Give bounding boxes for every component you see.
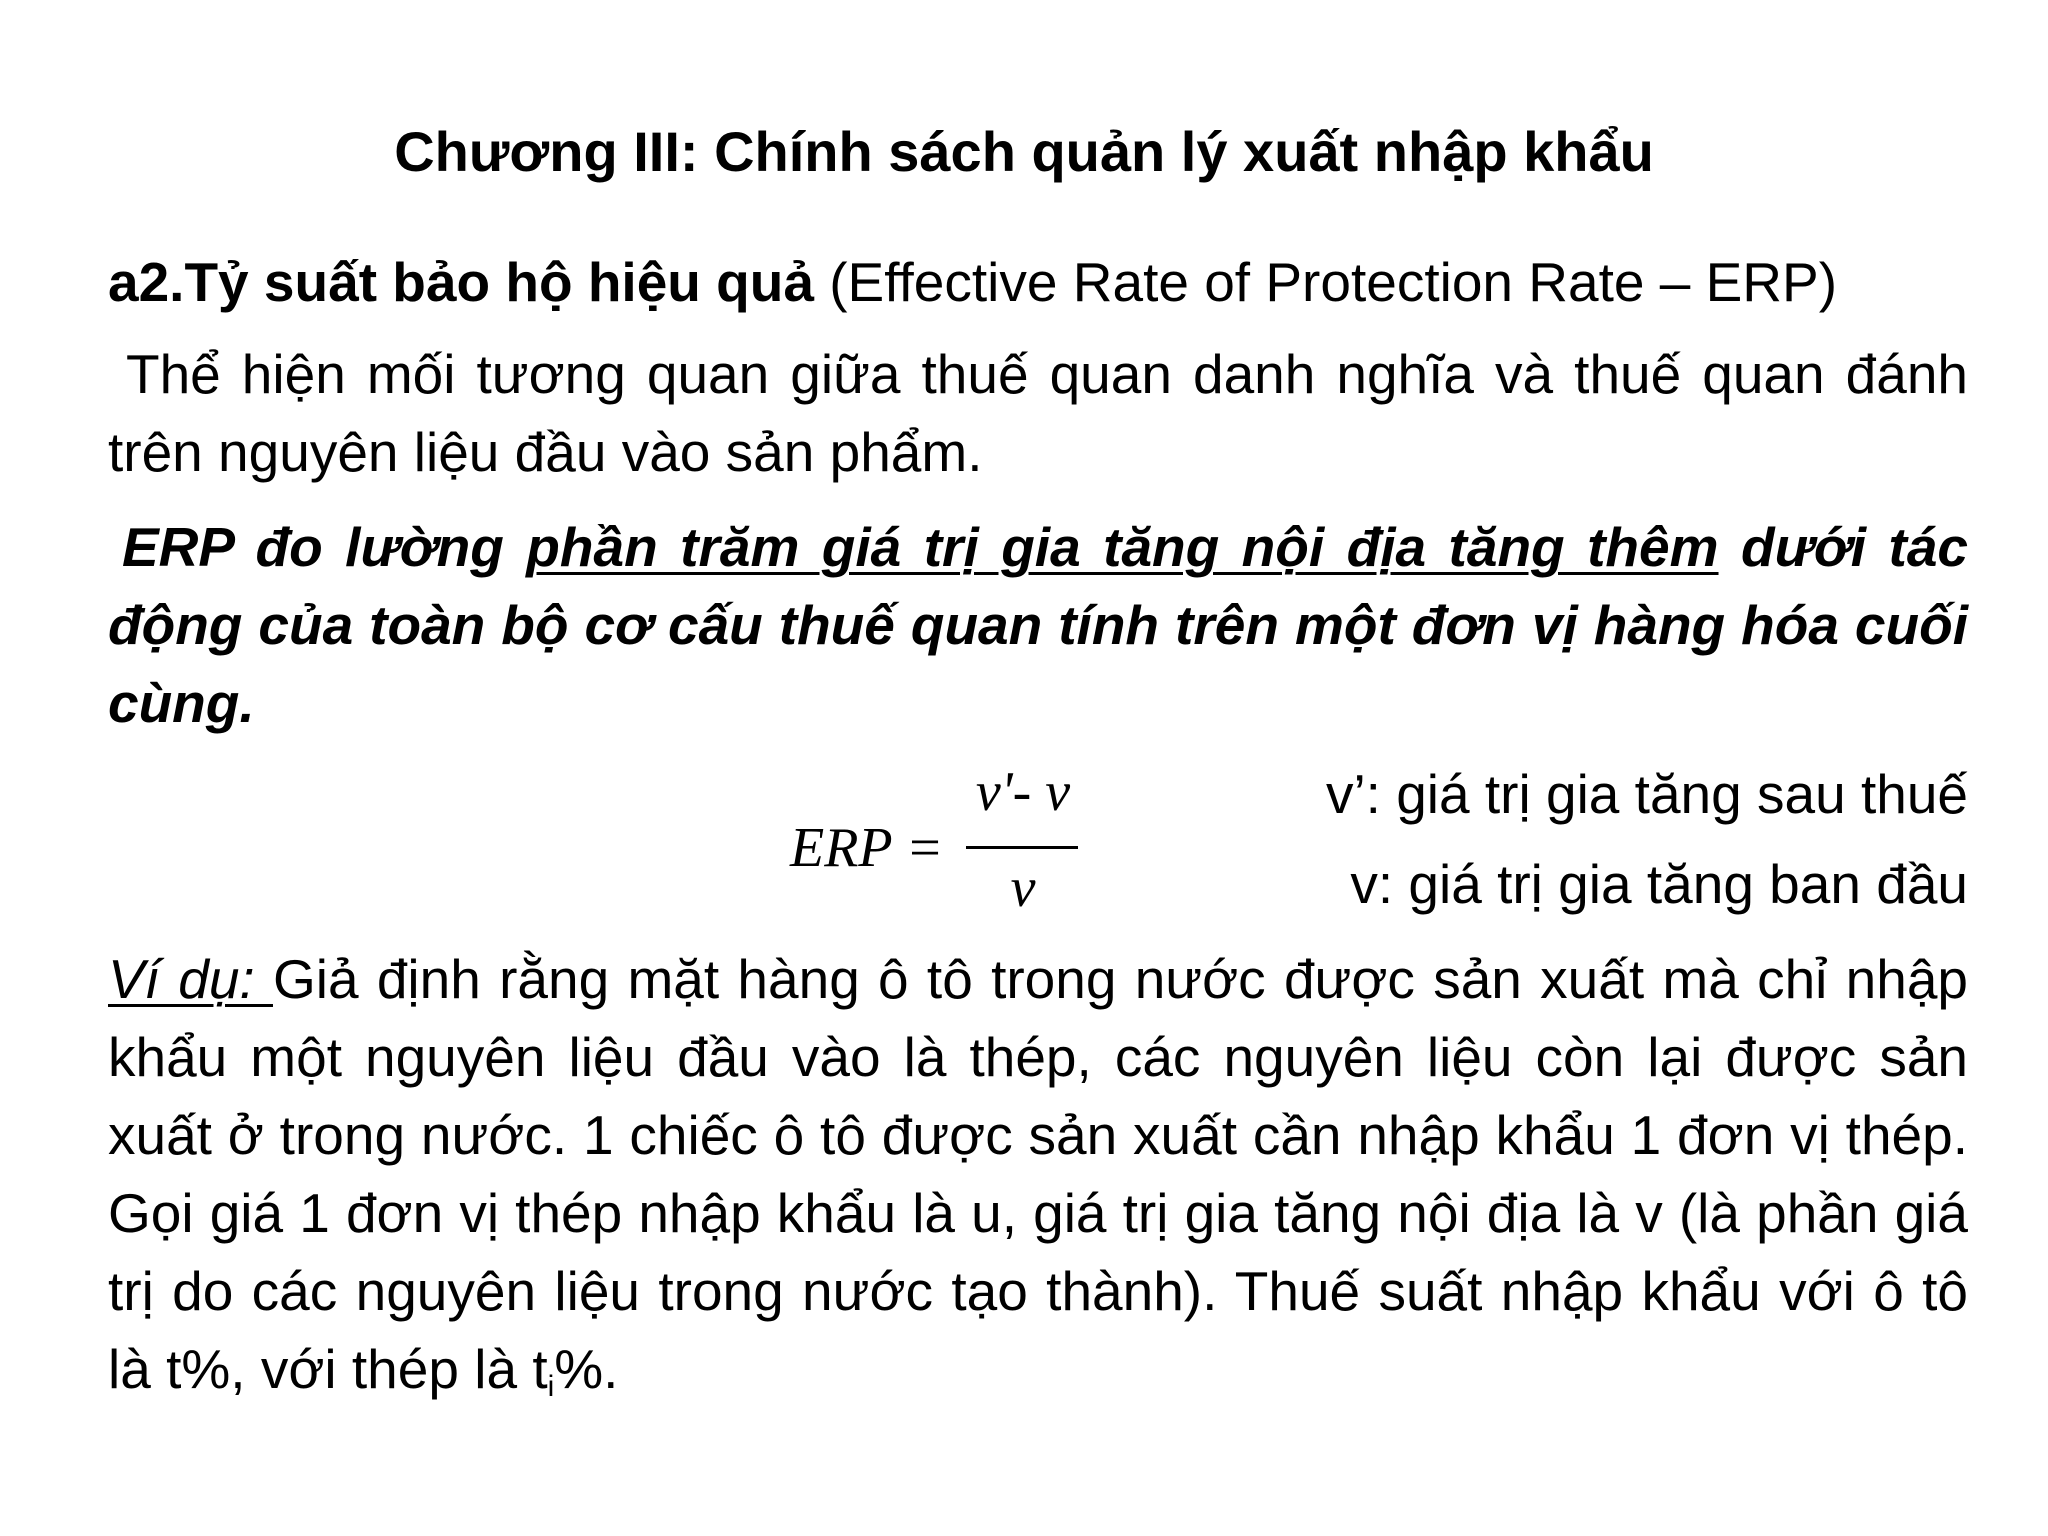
example-label: Ví dụ: [108,948,273,1010]
formula-lhs: ERP = [790,817,944,879]
slide-title: Chương III: Chính sách quản lý xuất nhập khẩu [394,120,1654,183]
erp-formula [790,761,1130,925]
example-subscript: i [547,1370,555,1403]
variable-v: v: giá trị gia tăng ban đầu [1350,853,1968,915]
erp-definition [108,508,1968,742]
example-paragraph [108,940,1968,1408]
definition-rest: dưới tác động của toàn bộ cơ cấu thuế quan tính trên một đơn vị hàng hóa cuối cùng [108,516,1968,734]
fraction-bar [966,846,1078,849]
definition-underlined: phần trăm giá trị gia tăng nội địa tăng thêm [526,516,1719,578]
example-text: Giả định rằng mặt hàng ô tô trong nước được sản xuất mà chỉ nhập khẩu một nguyên liệu đầu vào là thép, các nguyên liệu còn lại được sản xuất ở trong nước. 1 chiếc ô tô được sản xuất cần nhập khẩu 1 đơn vị thép. Gọi giá 1 đơn vị thép nhập khẩu là u, giá trị gia tăng nội địa là v (là phần giá trị do các nguyên liệu trong nước tạo thành). Thuế suất nhập khẩu với ô tô là t%, với thép là t [108,948,1969,1400]
description-paragraph: Thể hiện mối tương quan giữa thuế quan danh nghĩa và thuế quan đánh trên nguyên liệu đầu vào sản phẩm. [108,343,1968,483]
example-end: %. [554,1338,619,1400]
section-heading-subtitle: (Effective Rate of Protection Rate – ERP) [813,251,1838,313]
definition-lead: ERP đo lường [122,516,527,578]
formula-numerator: v'- v [975,761,1071,823]
section-heading-bold: a2.Tỷ suất bảo hộ hiệu quả [108,251,814,313]
definition-end: . [239,672,255,734]
variable-v-prime: v’: giá trị gia tăng sau thuế [1325,763,1968,825]
formula-denominator: v [1010,857,1036,919]
section-heading [108,246,1968,318]
